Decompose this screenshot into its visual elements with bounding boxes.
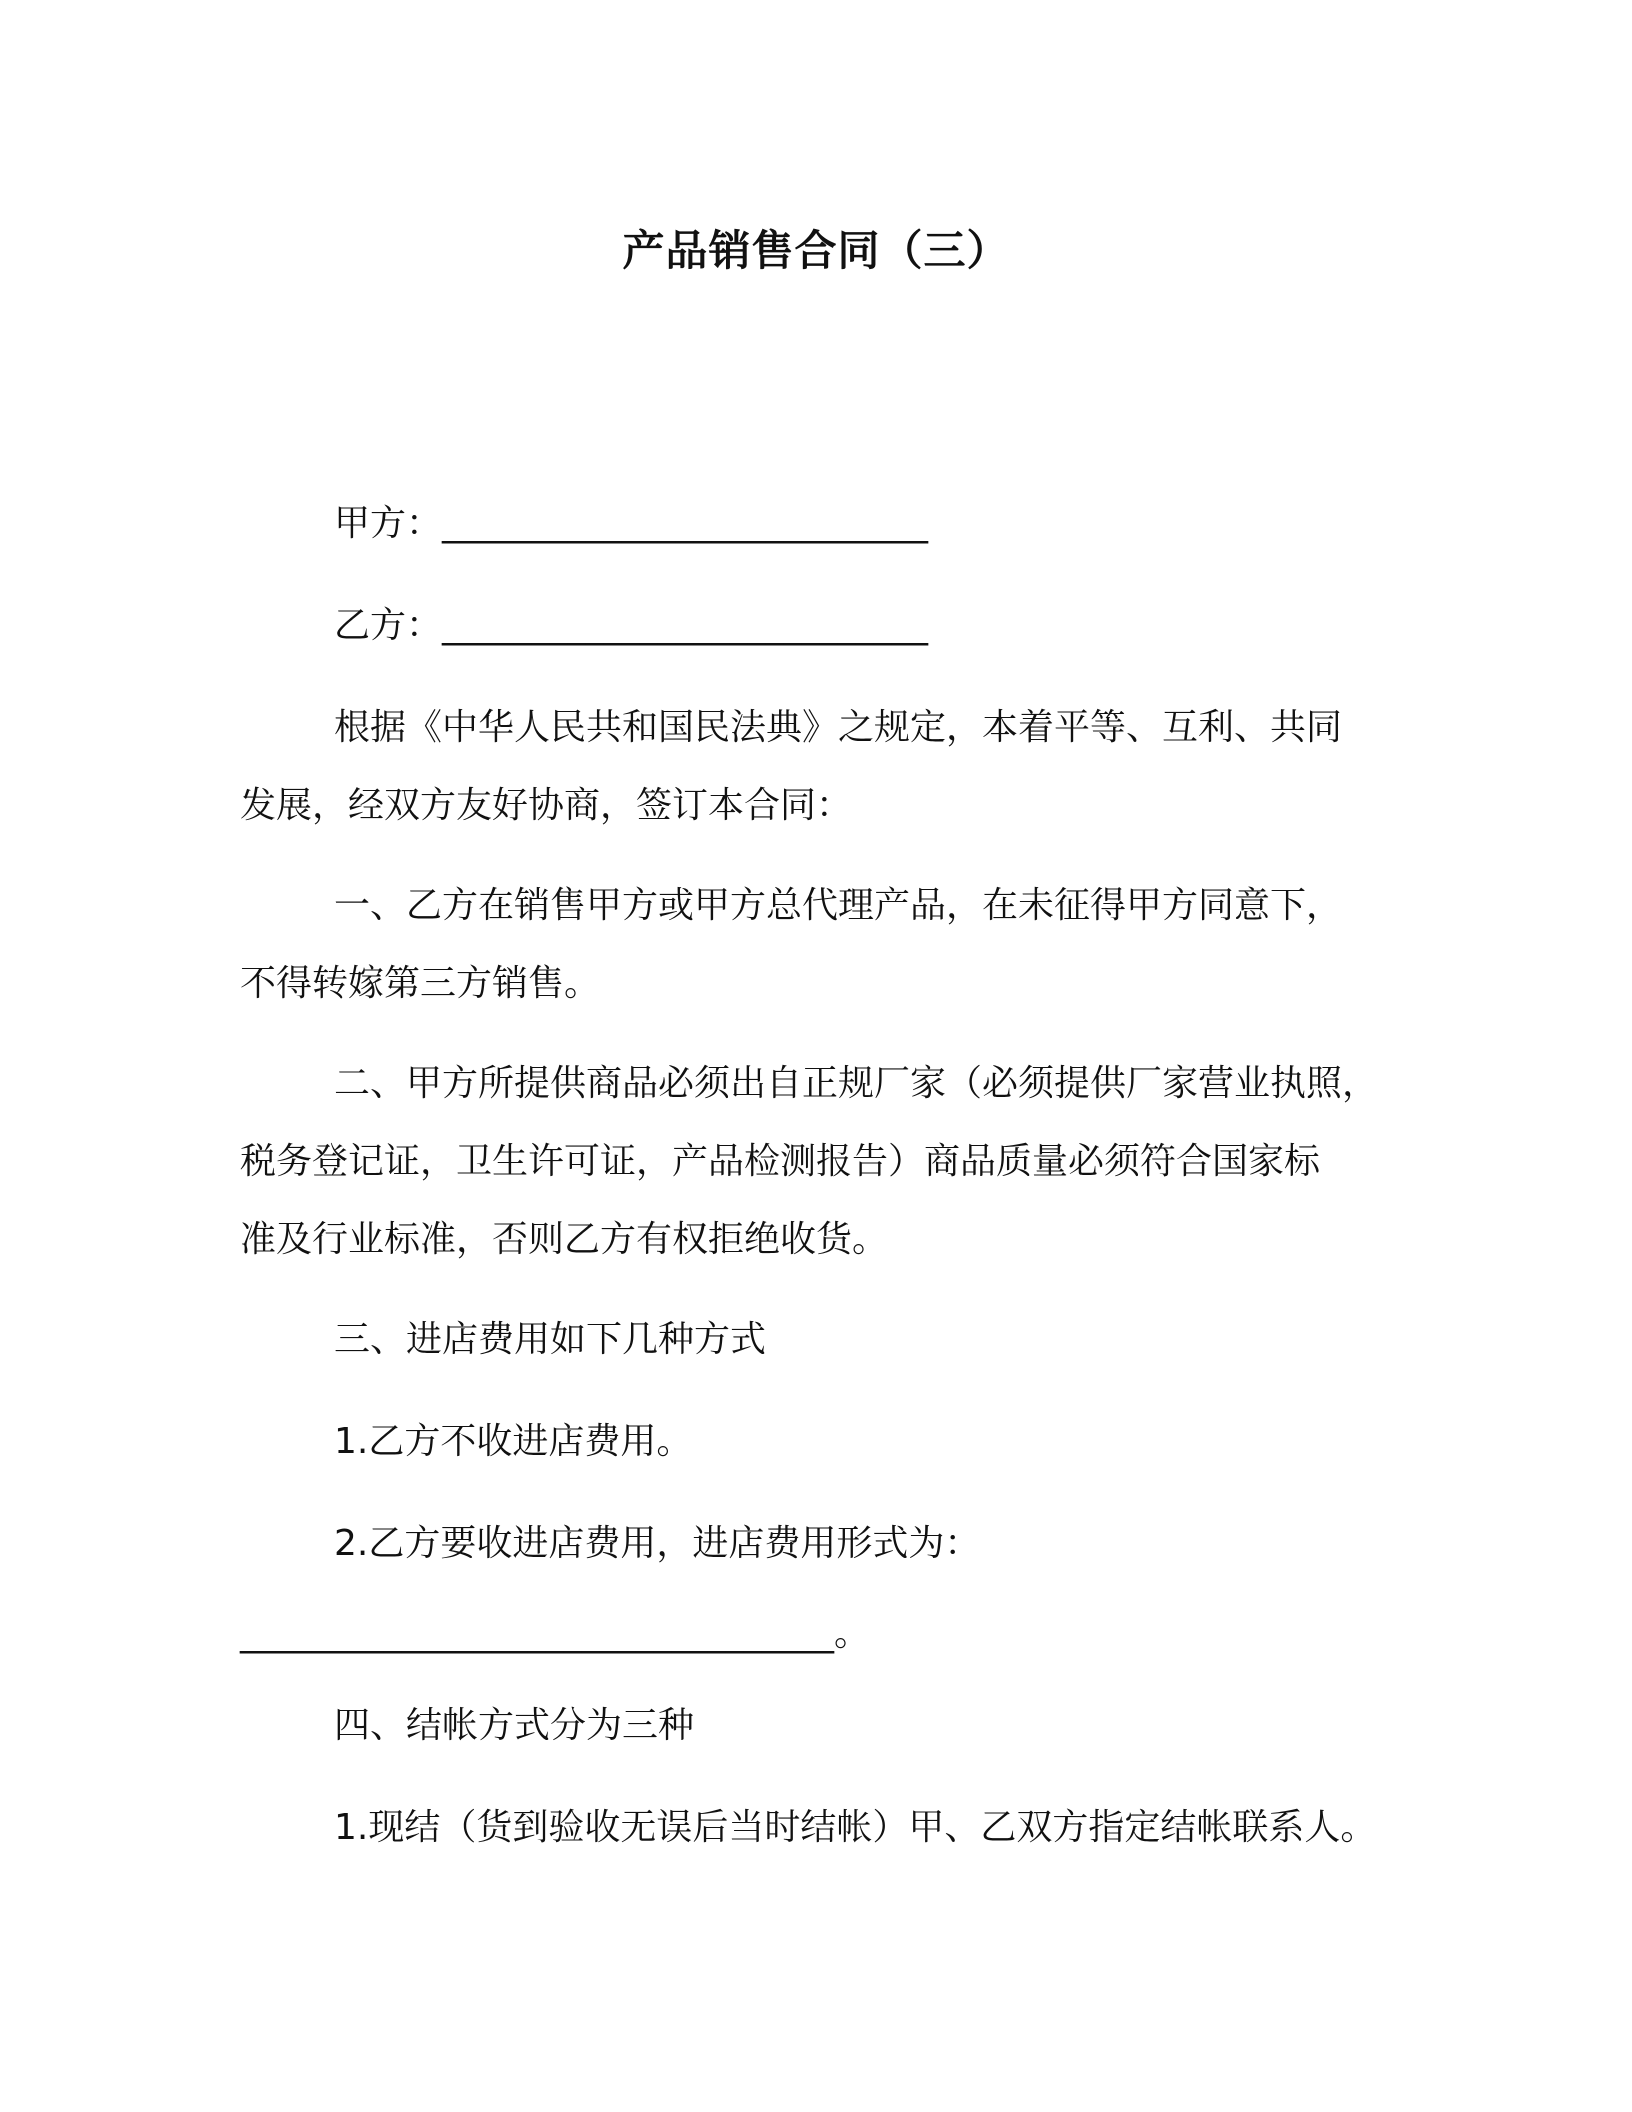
party-a-line: 甲方：___________________________ [334,503,929,544]
clause-2-line-1: 二、甲方所提供商品必须出自正规厂家（必须提供厂家营业执照， [334,1063,1379,1104]
document-title: 产品销售合同（三） [622,226,1010,275]
preamble-line-2: 发展，经双方友好协商，签订本合同： [240,785,853,826]
clause-3-item-2: 2.乙方要收进店费用，进店费用形式为： [334,1523,981,1564]
clause-1-line-1: 一、乙方在销售甲方或甲方总代理产品，在未征得甲方同意下， [334,885,1343,926]
clause-4-item-1: 1.现结（货到验收无误后当时结帐）甲、乙双方指定结帐联系人。 [334,1807,1377,1848]
clause-3-blank-line: _________________________________。 [240,1613,870,1654]
clause-2-line-2: 税务登记证，卫生许可证，产品检测报告）商品质量必须符合国家标 [240,1141,1321,1182]
clause-1-line-2: 不得转嫁第三方销售。 [240,963,601,1004]
preamble-line-1: 根据《中华人民共和国民法典》之规定，本着平等、互利、共同 [334,707,1343,748]
clause-3-heading: 三、进店费用如下几种方式 [334,1319,767,1360]
clause-3-item-1: 1.乙方不收进店费用。 [334,1421,693,1462]
clause-2-line-3: 准及行业标准，否则乙方有权拒绝收货。 [240,1219,889,1260]
clause-4-heading: 四、结帐方式分为三种 [334,1705,695,1746]
party-b-line: 乙方：___________________________ [334,605,929,646]
